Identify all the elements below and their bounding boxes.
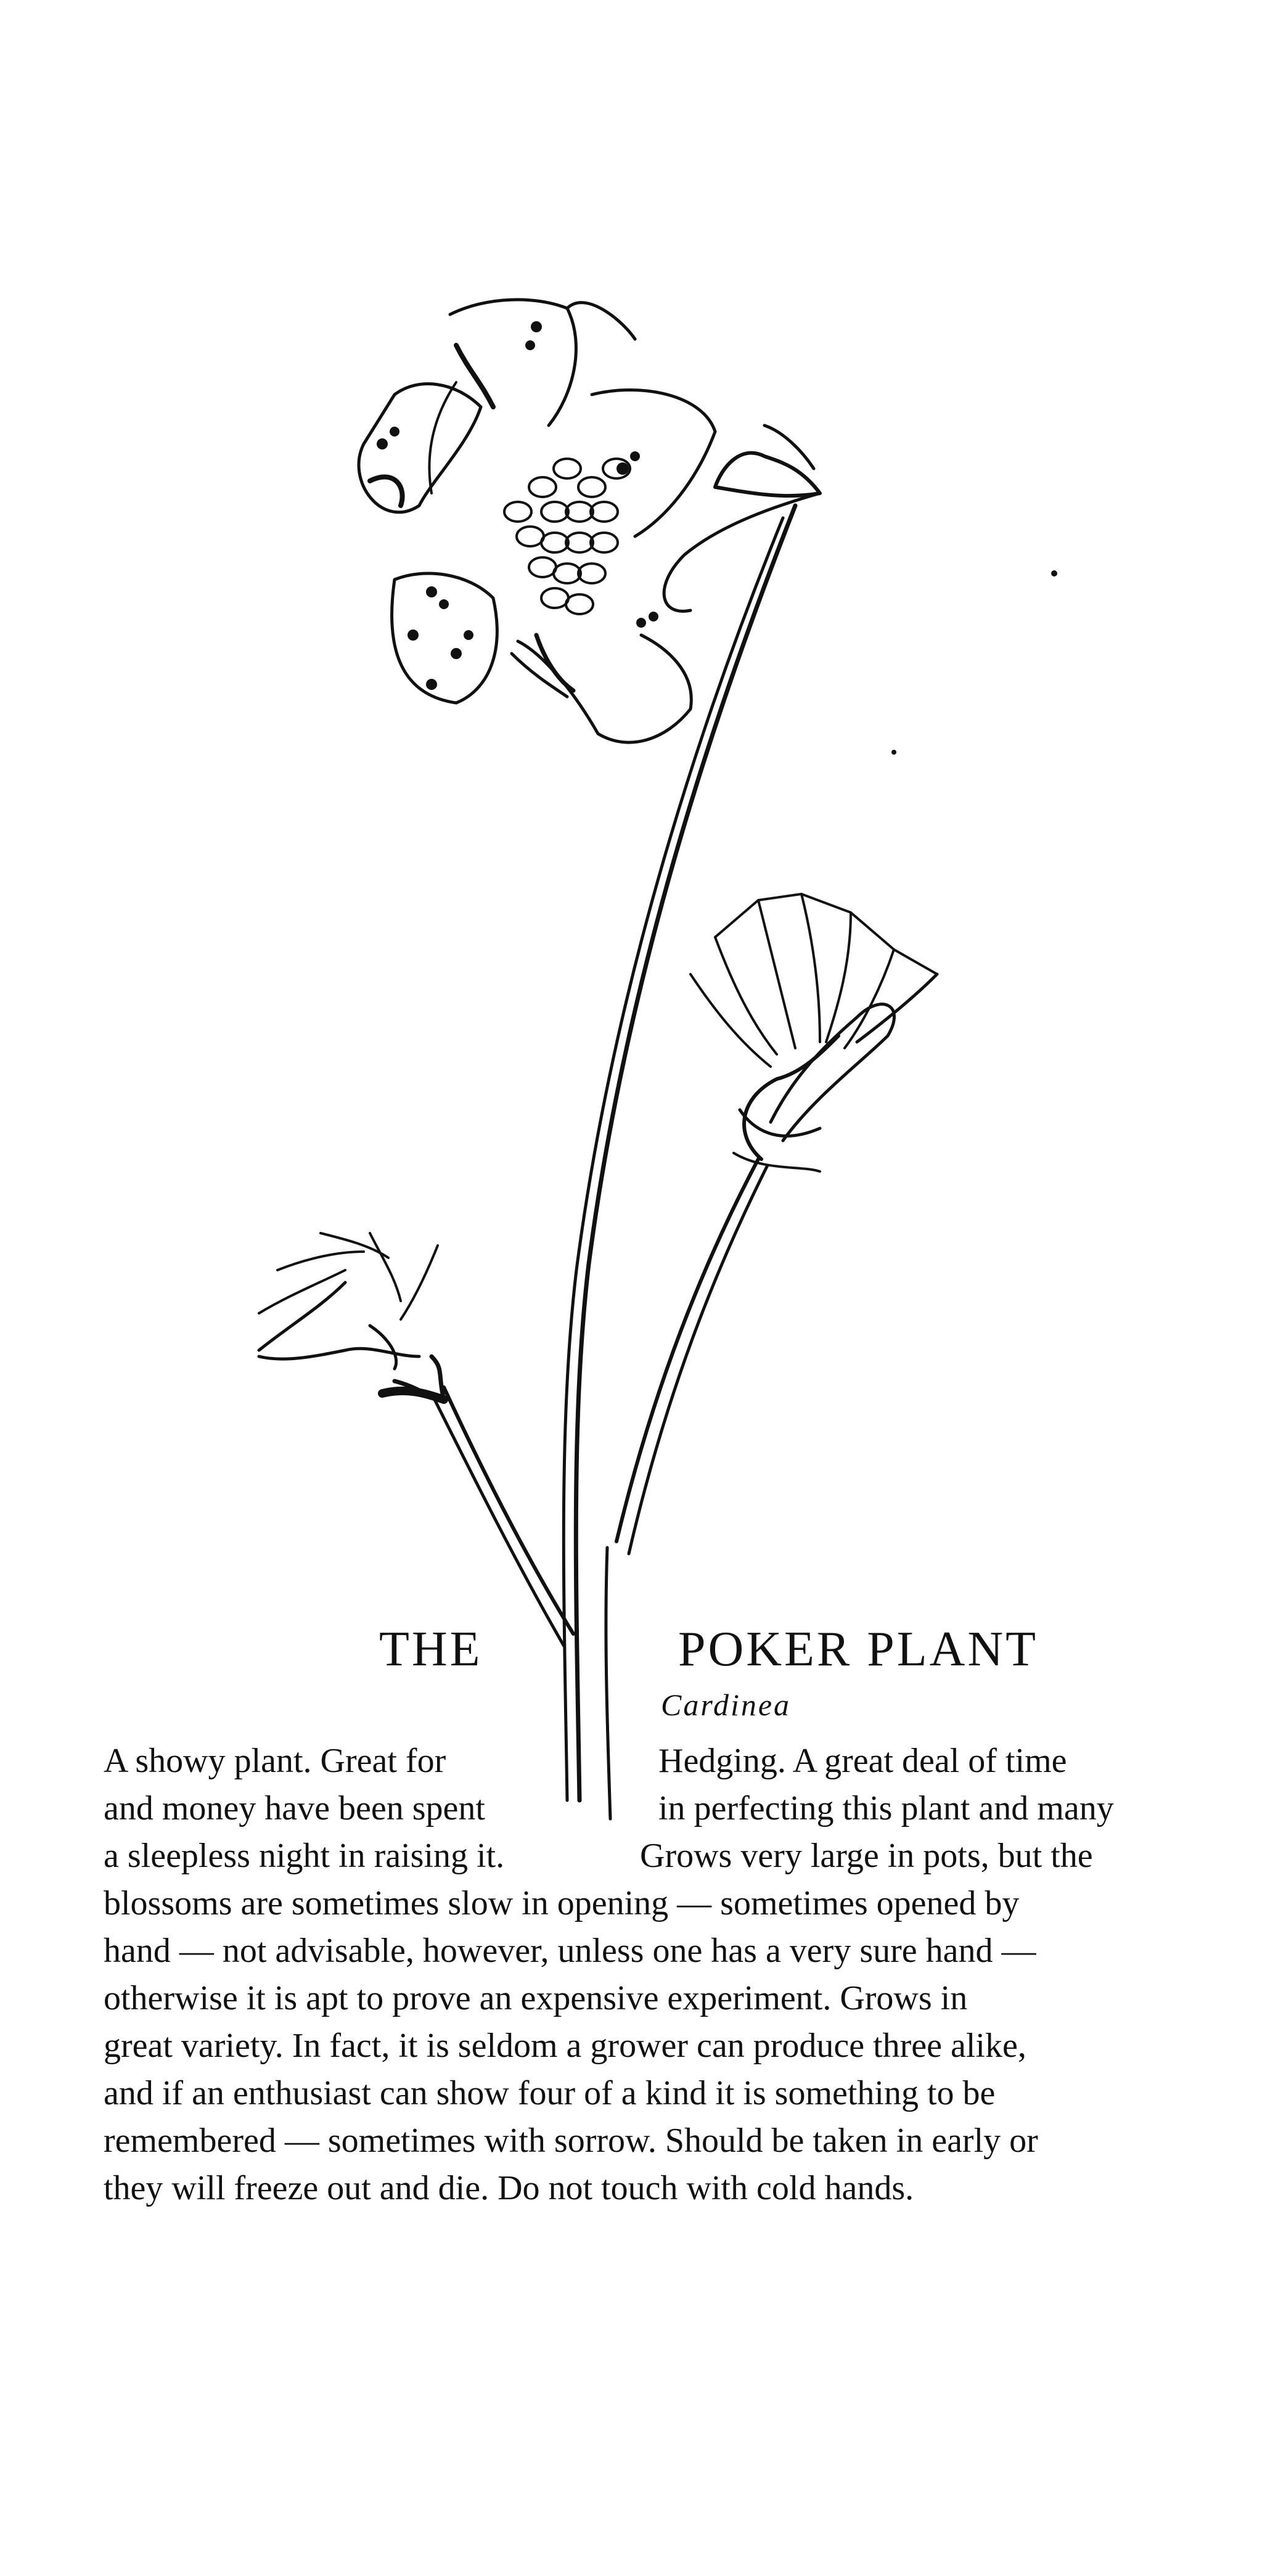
body-line-1-right: Hedging. A great deal of time [658,1742,1067,1780]
subtitle-cardinea: Cardinea [661,1688,792,1722]
body-line-10: they will freeze out and die. Do not touch with cold hands. [104,2169,914,2207]
body-line-1-left: A showy plant. Great for [104,1742,446,1780]
body-line-7: great variety. In fact, it is seldom a grower can produce three alike, [104,2027,1026,2065]
body-line-2-left: and money have been spent [104,1789,485,1827]
body-line-5: hand — not advisable, however, unless one has a very sure hand — [104,1932,1036,1970]
body-line-8: and if an enthusiast can show four of a kind it is something to be [104,2074,996,2112]
title-the: THE [379,1622,483,1676]
left-branch-stem [435,1387,573,1646]
right-bud [690,894,937,1171]
body-line-2-right: in perfecting this plant and many [658,1789,1114,1827]
body-line-6: otherwise it is apt to prove an expensive experiment. Grows in [104,1979,968,2017]
left-bud [259,1233,444,1400]
body-line-3-left: a sleepless night in raising it. [104,1837,505,1875]
main-flower [359,300,1057,742]
body-line-9: remembered — sometimes with sorrow. Should be taken in early or [104,2122,1038,2160]
body-line-4: blossoms are sometimes slow in opening — sometimes opened by [104,1884,1020,1922]
body-line-3-right: Grows very large in pots, but the [640,1837,1093,1875]
title-poker-plant: POKER PLANT [678,1622,1039,1676]
right-branch-stem [616,1159,768,1554]
